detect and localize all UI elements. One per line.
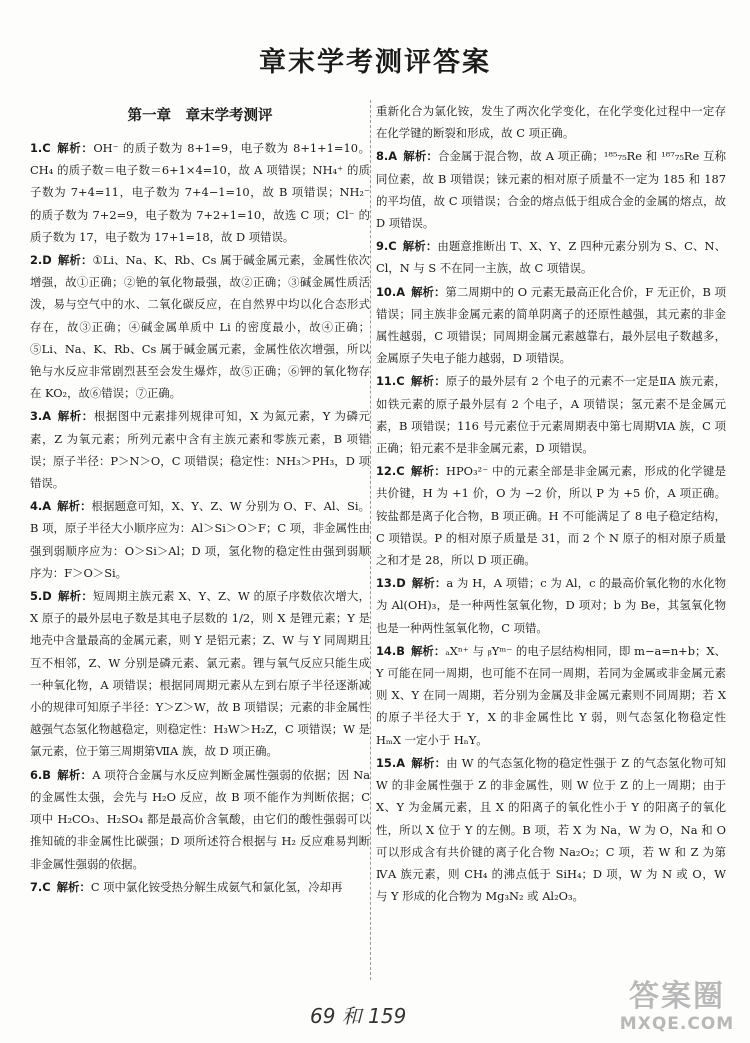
analysis-text: 短周期主族元素 X、Y、Z、W 的原子序数依次增大，X 原子的最外层电子数是其电子层数的 1/2，则 X 是锂元素；Y 是地壳中含量最高的金属元素，则 Y 是铝元素；Z、W 与 Y 同周期且互不相邻，Z、W 分别是磷元素、氯元素。锂与氧气反应只能生成一种氧化物，A 项错误；根据同周期元素从左到右原子半径逐渐减小的规律可知原子半径：Y＞Z＞W，故 B 项错误；元素的非金属性越强气态氢化物越稳定，则稳定性：H₃W＞H₂Z，C 项错误；W 是氯元素，位于第三周期第ⅦA 族，故 D 项正确。: [30, 589, 370, 759]
analysis-label: 解析：: [410, 464, 447, 479]
answer-head: [376, 285, 445, 299]
analysis-text: ①Li、Na、K、Rb、Cs 属于碱金属元素，金属性依次增强，故①正确；②铯的氧化物最强，故②正确；③碱金属性质活泼，易与空气中的水、二氧化碳反应，在自然界中均以化合态形式存在，故③正确；④碱金属单质中 Li 的密度最小，故④正确；⑤Li、Na、K、Rb、Cs 属于碱金属元素，金属性依次增强，所以铯与水反应非常剧烈甚至会发生爆炸，故⑤正确；⑥钾的氧化物存在 KO₂，故⑥错误；⑦正确。: [30, 253, 370, 401]
analysis-label: 解析：: [402, 239, 438, 254]
question-number: 2.: [30, 253, 43, 268]
right-column: [376, 100, 726, 908]
question-number: 13.: [376, 576, 397, 591]
question-number: 1.: [30, 141, 43, 155]
question-number: 9.: [376, 239, 389, 254]
answer-choice: D: [42, 253, 52, 268]
question-number: 11.: [376, 374, 397, 389]
question-number: 4.: [30, 499, 43, 514]
analysis-label: 解析：: [410, 374, 446, 389]
chapter-title: 第一章 章末学考测评: [127, 108, 273, 124]
analysis-text: C 项中氯化铵受热分解生成氨气和氯化氢，冷却再: [90, 879, 343, 894]
analysis-text: 由 W 的气态氢化物的稳定性强于 Z 的气态氢化物可知 W 的非金属性强于 Z 的非金属性，则 W 位于 Z 的上一周期；由于 X、Y 为金属元素，且 X 的阳离子的氧化性小于 Y 的阳离子的氧化性，所以 X 位于 Y 的左侧。B 项，若 X 为 Na，W 为 O，Na 和 O 可以形成含有共价键的离子化合物 Na₂O₂；C 项，若 W 和 Z 为第ⅣA 族元素，则 CH₄ 的沸点低于 SiH₄；D 项，W 为 N 或 O，W 与 Y 形成的化合物为 Mg₃N₂ 或 Al₂O₃。: [376, 755, 726, 904]
analysis-label: 解析：: [57, 253, 93, 268]
answer-head: [30, 253, 92, 267]
page-title: 章末学考测评答案: [259, 47, 491, 78]
answer-head: [30, 768, 92, 782]
analysis-label: 解析：: [57, 409, 94, 424]
analysis-text: A 项符合金属与水反应判断金属性强弱的依据；因 Na 的金属性太强，会先与 H₂O 反应，故 B 项不能作为判断依据；C 项中 H₂CO₃、H₂SO₄ 都是最高价含氧酸，由它们的酸性强弱可以推知硫的非金属性比碳强；D 项所述符合根据与 H₂ 反应难易判断非金属性强弱的依据。: [30, 767, 370, 871]
answer-choice: C: [388, 239, 397, 254]
answer-choice: A: [42, 499, 52, 514]
answer-list-left: [30, 137, 370, 898]
question-number: 12.: [376, 464, 397, 479]
answer-head: [376, 576, 446, 590]
answer-choice: D: [42, 589, 52, 604]
analysis-label: 解析：: [56, 879, 91, 894]
question-number: 6.: [30, 767, 43, 782]
answer-choice: C: [396, 464, 405, 479]
answer-head: [30, 141, 93, 155]
answer-choice: C: [396, 374, 405, 389]
answer-item: [30, 876, 370, 898]
analysis-label: 解析：: [56, 767, 93, 782]
answer-item: [30, 495, 370, 584]
answer-head: [376, 149, 438, 163]
answer-list-right: [376, 100, 726, 907]
watermark-url: MXQE.COM: [619, 1014, 735, 1034]
answer-item: [376, 370, 726, 459]
question-number: 5.: [30, 589, 43, 604]
question-number: 15.: [376, 755, 397, 770]
answer-choice: B: [42, 767, 51, 782]
analysis-label: 解析：: [411, 755, 447, 770]
answer-item: [376, 145, 726, 234]
analysis-text: a 为 H，A 项错；c 为 Al，c 的最高价氧化物的水化物为 Al(OH)₃，是一种两性氢氧化物，D 项对；b 为 Be，其氢氧化物也是一种两性氢氧化物，C 项错。: [376, 576, 726, 635]
analysis-label: 解析：: [411, 284, 446, 299]
answer-item: [376, 640, 726, 751]
answer-item: [376, 100, 726, 144]
answer-item: [376, 572, 726, 639]
answer-item: [30, 405, 370, 494]
answer-item: [30, 585, 370, 763]
answer-item: [376, 235, 726, 279]
watermark-logo: [612, 980, 742, 1038]
page-number: 69 和 159: [310, 1004, 407, 1028]
analysis-text: 原子的最外层有 2 个电子的元素不一定是ⅡA 族元素，如铁元素的原子最外层有 2 个电子，A 项错误；氢元素不是金属元素，B 项错误；116 号元素位于元素周期表中第七周期ⅥA 族，C 项正确；铅元素不是非金属元素，D 项错误。: [376, 374, 726, 456]
analysis-label: 解析：: [403, 149, 438, 164]
question-number: 8.: [376, 149, 389, 164]
answer-item: [30, 764, 370, 875]
analysis-text: 重新化合为氯化铵，发生了两次化学变化，在化学变化过程中一定存在化学键的断裂和形成，故 C 项正确。: [376, 104, 726, 141]
column-divider: [370, 100, 371, 980]
answer-head: [30, 409, 94, 423]
question-number: 14.: [376, 643, 397, 658]
analysis-text: 根据图中元素排列规律可知，X 为氮元素，Y 为磷元素，Z 为氧元素；所列元素中含有主族元素和零族元素，B 项错误；原子半径：P＞N＞O，C 项错误；稳定性：NH₃＞PH₃，D 项错误。: [30, 409, 370, 491]
answer-item: [30, 137, 370, 248]
answer-item: [376, 281, 726, 370]
answer-head: [376, 239, 437, 253]
answer-head: [376, 464, 446, 478]
answer-choice: A: [396, 284, 406, 299]
answer-choice: A: [396, 755, 406, 770]
watermark-text: 答案圈: [629, 979, 725, 1014]
answer-head: [376, 756, 446, 770]
analysis-label: 解析：: [57, 589, 94, 604]
answer-choice: A: [388, 149, 398, 164]
left-column: [30, 100, 370, 899]
answer-head: [30, 499, 92, 513]
analysis-text: 根据题意可知，X、Y、Z、W 分别为 O、F、Al、Si。B 项，原子半径大小顺序应为：Al＞Si＞O＞F；C 项，非金属性由强到弱顺序应为：O＞Si＞Al；D 项，氢化物的稳定性由强到弱顺序为：F＞O＞Si。: [30, 499, 370, 580]
question-number: 10.: [376, 284, 397, 299]
answer-head: [376, 374, 446, 388]
analysis-text: OH⁻ 的质子数为 8+1=9，电子数为 8+1+1=10。CH₄ 的质子数＝电子数＝6+1×4=10，故 A 项错误；NH₄⁺ 的质子数为 7+4=11，电子数为 7+4−1=10，故 B 项错误；NH₂⁻ 的质子数为 7+2=9，电子数为 7+2+1=10，故选 C 项；Cl⁻ 的质子数为 17，电子数为 17+1=18，故 D 项错误。: [30, 141, 370, 244]
analysis-label: 解析：: [410, 643, 446, 658]
analysis-text: 合金属于混合物，故 A 项正确；¹⁸⁵₇₅Re 和 ¹⁸⁷₇₅Re 互称同位素，故 B 项错误；铼元素的相对原子质量不一定为 185 和 187 的平均值，故 C 项错误；合金的熔点低于组成合金的金属的熔点，故 D 项错误。: [376, 149, 726, 231]
analysis-label: 解析：: [411, 576, 447, 591]
analysis-label: 解析：: [56, 141, 94, 155]
analysis-text: 由题意推断出 T、X、Y、Z 四种元素分别为 S、C、N、Cl，N 与 S 不在同一主族，故 C 项错误。: [376, 239, 726, 276]
analysis-text: HPO₃²⁻ 中的元素全部是非金属元素，形成的化学键是共价键，H 为 +1 价，O 为 −2 价，所以 P 为 +5 价，A 项正确。铵盐都是离子化合物，B 项正确。H 不可能满足了 8 电子稳定结构，C 项错误。P 的相对原子质量是 31，而 2 个 N 原子的相对原子质量之和才是 28，所以 D 项正确。: [376, 464, 726, 568]
answer-choice: A: [42, 409, 52, 424]
analysis-text: ₐXⁿ⁺ 与 ᵦYᵐ⁻ 的电子层结构相同，即 m−a=n+b；X、Y 可能在同一周期，也可能不在同一周期，若同为金属或非金属元素则 X、Y 在同一周期，若分别为金属及非金属元素则不同周期；若 X 的原子半径大于 Y，X 的非金属性比 Y 弱，则气态氢化物稳定性 HₘX 一定小于 HₙY。: [376, 643, 726, 747]
answer-item: [376, 752, 726, 907]
answer-head: [30, 589, 93, 603]
analysis-text: 第二周期中的 O 元素无最高正化合价，F 无正价，B 项错误；同主族非金属元素的简单阴离子的还原性越强，其元素的非金属性越弱，C 项错误；同周期金属元素越靠右，最外层电子数越多，金属原子失电子能力越弱，D 项错误。: [376, 284, 726, 366]
answer-item: [376, 460, 726, 571]
answer-item: [30, 249, 370, 404]
analysis-label: 解析：: [57, 499, 92, 514]
answer-choice: C: [42, 141, 51, 155]
answer-choice: D: [396, 576, 406, 591]
question-number: 7.: [30, 879, 43, 894]
answer-choice: C: [42, 879, 51, 894]
answer-head: [30, 880, 91, 894]
question-number: 3.: [30, 409, 43, 424]
answer-choice: B: [396, 643, 405, 658]
answer-head: [376, 644, 445, 658]
